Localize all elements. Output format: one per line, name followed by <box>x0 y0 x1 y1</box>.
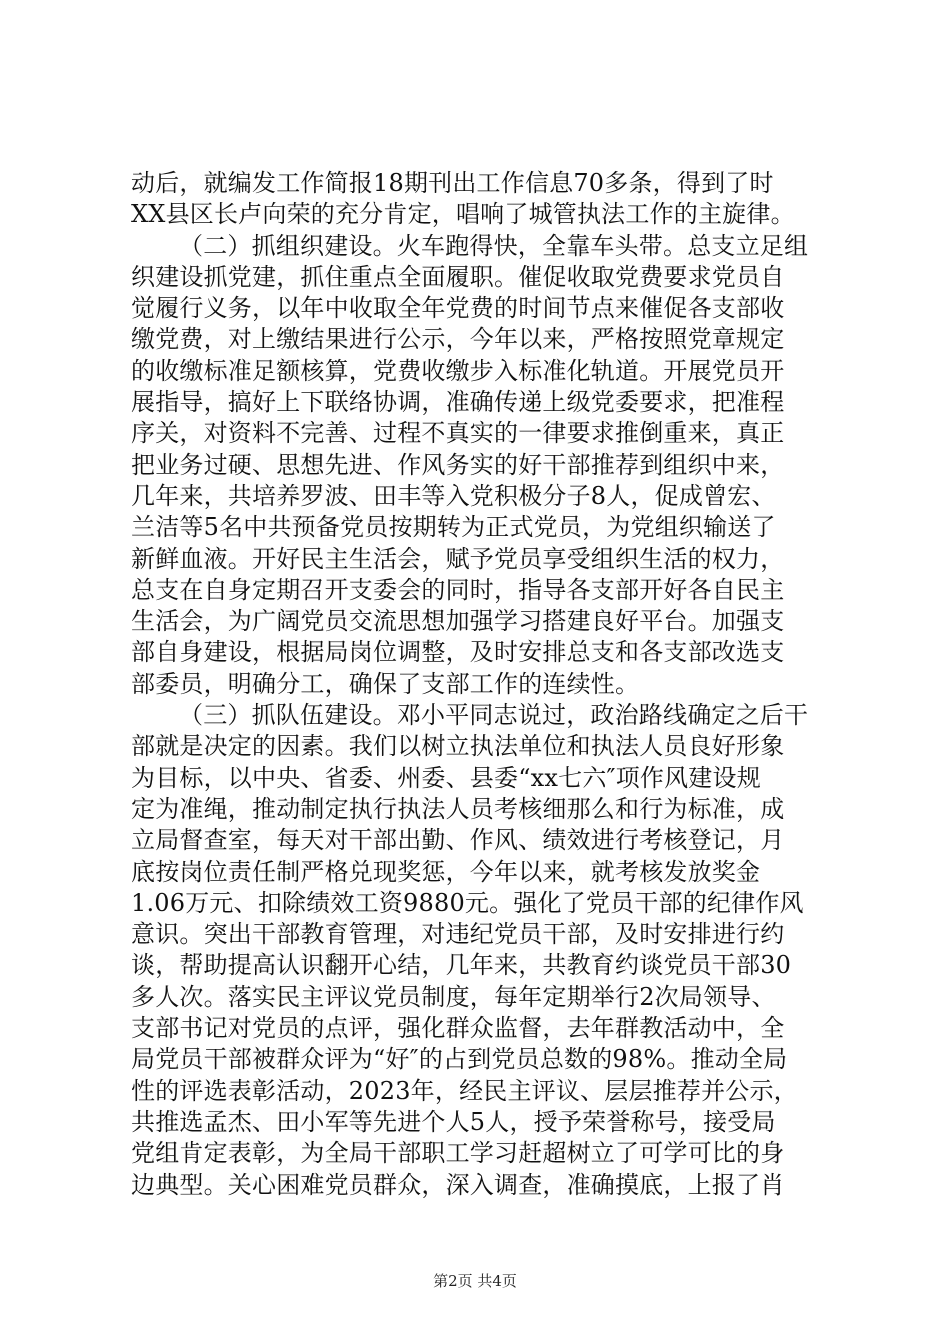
text-line: 多人次。落实民主评议党员制度，每年定期举行2次局领导、 <box>131 982 776 1011</box>
text-line: 展指导，搞好上下联络协调，准确传递上级党委要求，把准程 <box>131 388 785 417</box>
text-line: 性的评选表彰活动，2023年，经民主评议、层层推荐并公示， <box>131 1076 798 1105</box>
text-line: 缴党费，对上缴结果进行公示，今年以来，严格按照党章规定 <box>131 325 785 354</box>
text-line: 序关，对资料不完善、过程不真实的一律要求推倒重来，真正 <box>131 419 785 448</box>
text-line: XX县区长卢向荣的充分肯定，唱响了城管执法工作的主旋律。 <box>131 200 795 229</box>
text-line: 支部书记对党员的点评，强化群众监督，去年群教活动中，全 <box>131 1014 785 1043</box>
text-line: 部委员，明确分工，确保了支部工作的连续性。 <box>131 669 640 698</box>
text-line: 新鲜血液。开好民主生活会，赋予党员享受组织生活的权力， <box>131 544 785 573</box>
text-line: 部自身建设，根据局岗位调整，及时安排总支和各支部改选支 <box>131 638 785 667</box>
text-line: 立局督查室，每天对干部出勤、作风、绩效进行考核登记，月 <box>131 826 785 855</box>
text-line: 边典型。关心困难党员群众，深入调查，准确摸底，上报了肖 <box>131 1170 785 1199</box>
text-line: 总支在自身定期召开支委会的同时，指导各支部开好各自民主 <box>131 575 785 604</box>
text-line: 动后，就编发工作简报18期刊出工作信息70多条，得到了时 <box>131 169 774 197</box>
text-line: 局党员干部被群众评为“好″的占到党员总数的98%。推动全局 <box>131 1045 788 1074</box>
text-line: 1.06万元、扣除绩效工资9880元。强化了党员干部的纪律作风 <box>131 888 804 917</box>
text-line: 底按岗位责任制严格兑现奖惩，今年以来，就考核发放奖金 <box>131 857 761 886</box>
paragraph-start-line: （二）抓组织建设。火车跑得快，全靠车头带。总支立足组 <box>179 231 809 260</box>
page-number-footer: 第2页 共4页 <box>433 1272 517 1290</box>
text-line: 兰洁等5名中共预备党员按期转为正式党员，为党组织输送了 <box>131 513 776 542</box>
text-line: 为目标，以中央、省委、州委、县委“xx七六″项作风建设规 <box>131 763 761 792</box>
text-line: 织建设抓党建，抓住重点全面履职。催促收取党费要求党员自 <box>131 262 785 291</box>
text-line: 部就是决定的因素。我们以树立执法单位和执法人员良好形象 <box>131 732 785 761</box>
text-line: 生活会，为广阔党员交流思想加强学习搭建良好平台。加强支 <box>131 607 785 636</box>
text-line: 意识。突出干部教育管理，对违纪党员干部，及时安排进行约 <box>131 920 785 949</box>
paragraph-start-line: （三）抓队伍建设。邓小平同志说过，政治路线确定之后干 <box>179 701 809 730</box>
text-line: 的收缴标准足额核算，党费收缴步入标准化轨道。开展党员开 <box>131 356 785 385</box>
text-line: 觉履行义务，以年中收取全年党费的时间节点来催促各支部收 <box>131 294 785 323</box>
text-line: 谈，帮助提高认识翻开心结，几年来，共教育约谈党员干部30 <box>131 951 792 980</box>
text-line: 几年来，共培养罗波、田丰等入党积极分子8人，促成曾宏、 <box>131 481 776 510</box>
text-line: 把业务过硬、思想先进、作风务实的好干部推荐到组织中来， <box>131 450 785 479</box>
text-line: 党组肯定表彰，为全局干部职工学习赶超树立了可学可比的身 <box>131 1139 785 1168</box>
text-line: 定为准绳，推动制定执行执法人员考核细那么和行为标准，成 <box>131 794 785 823</box>
body-text <box>131 168 823 1201</box>
text-line: 共推选孟杰、田小军等先进个人5人，授予荣誉称号，接受局 <box>131 1107 776 1136</box>
